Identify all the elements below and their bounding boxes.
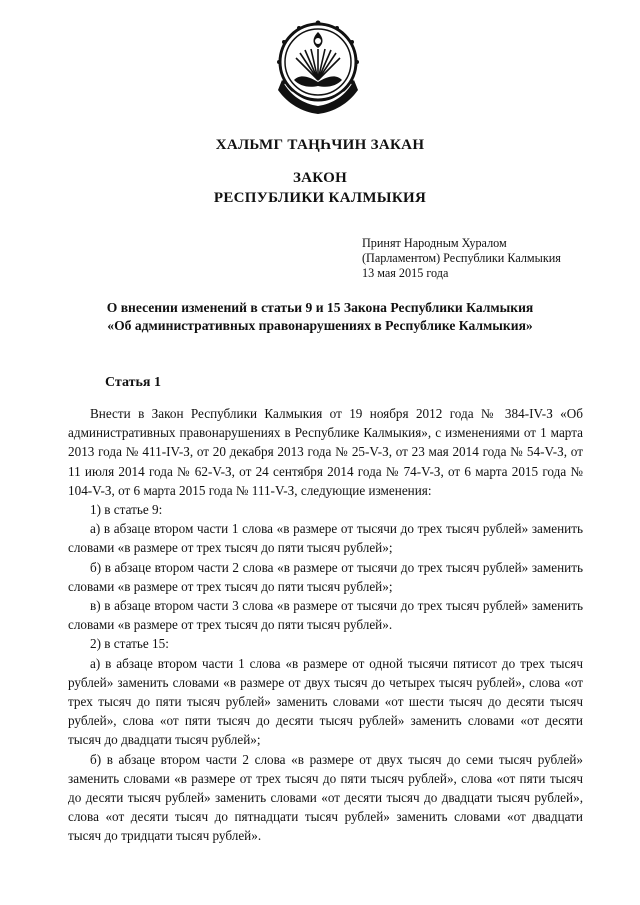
list-item: б) в абзаце втором части 2 слова «в размере от тысячи до трех тысяч рублей» заменить словами «в размере от трех тысяч до пяти тысяч рублей»; xyxy=(68,559,583,594)
adoption-block xyxy=(362,236,622,281)
list-item: в) в абзаце втором части 3 слова «в размере от тысячи до трех тысяч рублей» заменить словами «в размере от трех тысяч до пяти тысяч рублей». xyxy=(68,598,583,633)
article-intro: Внести в Закон Республики Калмыкия от 19 ноября 2012 года № 384-IV-З «Об административных правонарушениях в Республике Калмыкия», с изменениями от 1 марта 2013 года № 411-IV-З, от 20 декабря 2013 года № 25-V-З, от 23 мая 2014 года № 54-V-З, от 11 июля 2014 года № 62-V-З, от 24 сентября 2014 года № 74-V-З, от 6 марта 2015 года № 104-V-З, от 6 марта 2015 года № 111-V-З, следующие изменения: xyxy=(68,406,583,498)
kalmyk-law-title: ХАЛЬМГ ТАҢҺЧИН ЗАКАН xyxy=(215,137,425,153)
list-item: б) в абзаце втором части 2 слова «в размере от двух тысяч до семи тысяч рублей» заменить словами «в размере от трех тысяч до пяти тысяч рублей», слова «от пяти тысяч до десяти тысяч рублей» заменить словами «от десяти тысяч до двадцати тысяч рублей», слова «от десяти тысяч до пятнадцати тысяч рублей» заменить словами «от двадцати тысяч до тридцати тысяч рублей». xyxy=(68,751,583,844)
law-subject-line2: «Об административных правонарушениях в Республике Калмыкия» xyxy=(107,318,533,333)
list-item: 2) в статье 15: xyxy=(90,636,169,652)
list-item: а) в абзаце втором части 1 слова «в размере от тысячи до трех тысяч рублей» заменить словами «в размере от трех тысяч до пяти тысяч рублей»; xyxy=(68,521,583,556)
law-subject-line1: О внесении изменений в статьи 9 и 15 Закона Республики Калмыкия xyxy=(106,300,534,315)
article-title: Статья 1 xyxy=(105,375,161,390)
adoption-line: Принят Народным Хуралом xyxy=(362,236,507,250)
law-title: ЗАКОН xyxy=(292,170,348,186)
article-body xyxy=(68,404,583,846)
adoption-date: 13 мая 2015 года xyxy=(362,266,449,280)
republic-title: РЕСПУБЛИКИ КАЛМЫКИЯ xyxy=(213,190,427,206)
kalmykia-coat-of-arms-icon xyxy=(272,18,364,116)
list-item: а) в абзаце втором части 1 слова «в размере от одной тысячи пятисот до трех тысяч рублей» заменить словами «в размере от двух тысяч до четырех тысяч рублей», слова «от трех тысяч до пяти тысяч рублей» заменить словами «от шести тысяч до десяти тысяч рублей», слова «от пяти тысяч до десяти тысяч рублей» заменить словами «от десяти тысяч до двадцати тысяч рублей»; xyxy=(68,655,583,748)
list-item: 1) в статье 9: xyxy=(90,502,163,518)
adoption-line: (Парламентом) Республики Калмыкия xyxy=(362,251,561,265)
